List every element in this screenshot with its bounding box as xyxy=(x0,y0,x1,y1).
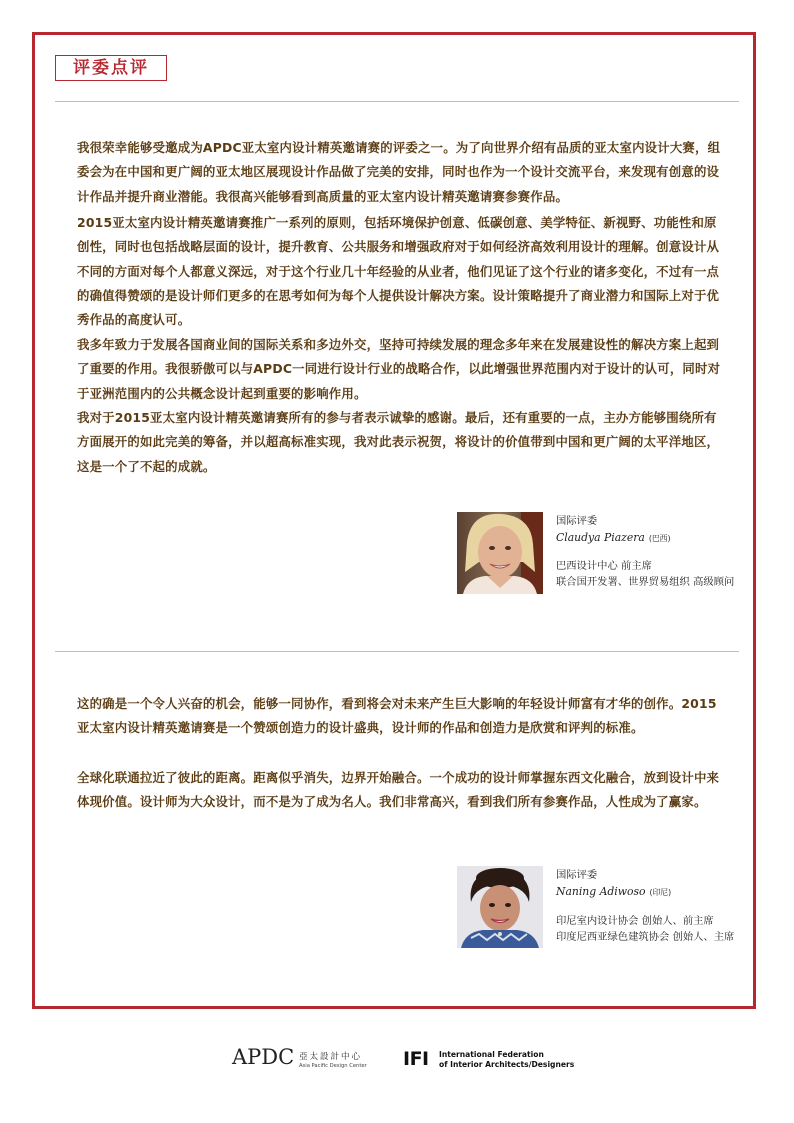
ifi-logo xyxy=(403,1048,573,1074)
review-paragraph-2: 2015亚太室内设计精英邀请赛推广一系列的原则，包括环境保护创意、低碳创意、美学特征、新视野、功能性和原创性，同时也包括战略层面的设计，提升教育、公共服务和增强政府对于如何经济高效利用设计的理解。创意设计从不同的方面对每个人都意义深远，对于这个行业几十年经验的从业者，他们见证了这个行业的诸多变化，不过有一点的确值得赞颂的是设计师们更多的在思考如何为每个人提供设计解决方案。设计策略提升了商业潜力和国际上对于优秀作品的高度认可。 xyxy=(77,215,720,328)
apdc-en-text: Asia Pacific Design Center xyxy=(299,1063,367,1069)
divider-middle xyxy=(55,651,739,652)
judge-name: Claudya Piazera xyxy=(556,531,645,544)
judge-role: 国际评委 xyxy=(556,515,598,527)
judge-name-line xyxy=(556,531,671,546)
divider-top xyxy=(55,101,739,102)
judge-name-2: Naning Adiwoso xyxy=(556,885,646,898)
judge-role-2: 国际评委 xyxy=(556,869,598,881)
judge-country: (巴西) xyxy=(648,534,671,543)
review-paragraph-1: 我很荣幸能够受邀成为APDC亚太室内设计精英邀请赛的评委之一。为了向世界介绍有品质的亚太室内设计大赛，组委会为在中国和更广阔的亚太地区展现设计作品做了完美的安排，同时也作为一个设计交流平台，来发现有创意的设计作品并提升商业潜能。我很高兴能够看到高质量的亚太室内设计精英邀请赛参赛作品。 xyxy=(77,140,721,204)
judge-title-4: 印度尼西亚绿色建筑协会 创始人、主席 xyxy=(556,931,735,943)
judge-photo-claudya xyxy=(457,512,543,594)
apdc-logo xyxy=(232,1045,382,1075)
judge-photo-naning xyxy=(457,866,543,948)
review-paragraph-5: 这的确是一个令人兴奋的机会，能够一同协作，看到将会对未来产生巨大影响的年轻设计师富有才华的创作。2015亚太室内设计精英邀请赛是一个赞颂创造力的设计盛典，设计师的作品和创造力是欣赏和评判的标准。 xyxy=(77,696,717,736)
judge-title-2: 联合国开发署、世界贸易组织 高级顾问 xyxy=(556,576,735,588)
section-header xyxy=(55,55,167,81)
ifi-mark: IFI xyxy=(403,1048,429,1070)
ifi-line-1: International Federation xyxy=(439,1050,544,1059)
apdc-cn-text: 亞太設計中心 xyxy=(299,1052,363,1062)
apdc-mark: APDC xyxy=(232,1045,295,1069)
judge-title-3: 印尼室内设计协会 创始人、前主席 xyxy=(556,915,714,927)
judge-title-1: 巴西设计中心 前主席 xyxy=(556,560,652,572)
judge-country-2: (印尼) xyxy=(649,888,672,897)
review-paragraph-6: 全球化联通拉近了彼此的距离。距离似乎消失，边界开始融合。一个成功的设计师掌握东西文化融合，放到设计中来体现价值。设计师为大众设计，而不是为了成为名人。我们非常高兴，看到我们所有参赛作品，人性成为了赢家。 xyxy=(77,770,720,810)
section-title: 评委点评 xyxy=(73,58,149,78)
judge-name-line-2 xyxy=(556,885,671,900)
ifi-line-2: of Interior Architects/Designers xyxy=(439,1060,575,1069)
review-paragraph-3: 我多年致力于发展各国商业间的国际关系和多边外交，坚持可持续发展的理念多年来在发展建设性的解决方案上起到了重要的作用。我很骄傲可以与APDC一同进行设计行业的战略合作，以此增强世界范围内对于设计的认可，同时对于亚洲范围内的公共概念设计起到重要的影响作用。 xyxy=(77,337,721,401)
review-paragraph-4: 我对于2015亚太室内设计精英邀请赛所有的参与者表示诚挚的感谢。最后，还有重要的一点，主办方能够围绕所有方面展开的如此完美的筹备，并以超高标准实现，我对此表示祝贺，将设计的价值带到中国和更广阔的太平洋地区，这是一个了不起的成就。 xyxy=(77,410,720,474)
